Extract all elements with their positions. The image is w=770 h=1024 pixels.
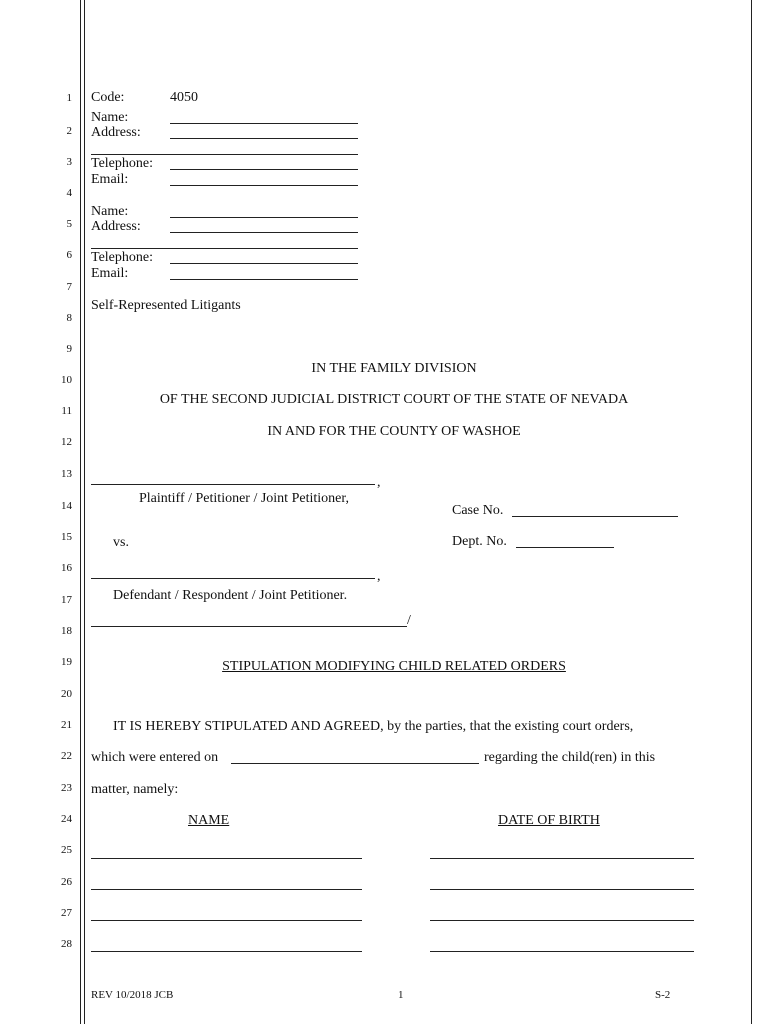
stipulation-paragraph: IT IS HEREBY STIPULATED AND AGREED, by the parties, that the existing court orders, xyxy=(113,719,634,734)
line-number: 18 xyxy=(61,625,72,637)
telephone-label-2: Telephone: xyxy=(91,250,153,265)
line-number: 22 xyxy=(61,750,72,762)
entered-on-text: which were entered on xyxy=(91,750,219,765)
address-label-1: Address: xyxy=(91,125,141,140)
email-field-2[interactable] xyxy=(170,279,358,280)
telephone-field-2[interactable] xyxy=(170,263,358,264)
line-number: 11 xyxy=(61,405,72,417)
defendant-name-field[interactable] xyxy=(91,578,375,579)
line-number: 13 xyxy=(61,468,72,480)
name-field-2[interactable] xyxy=(170,217,358,218)
child-name-field-2[interactable] xyxy=(91,889,362,890)
line-number: 10 xyxy=(61,374,72,386)
caption-closing-line xyxy=(91,626,407,627)
line-number: 5 xyxy=(66,218,72,230)
dept-no-label: Dept. No. xyxy=(452,534,507,549)
code-value: 4050 xyxy=(170,90,198,105)
line-number: 26 xyxy=(61,876,72,888)
name-column-header: NAME xyxy=(188,813,230,828)
child-name-field-3[interactable] xyxy=(91,920,362,921)
line-number: 9 xyxy=(66,343,72,355)
code-label: Code: xyxy=(91,90,125,105)
self-represented-label: Self-Represented Litigants xyxy=(91,298,241,313)
line-number: 4 xyxy=(66,187,72,199)
case-no-field[interactable] xyxy=(512,516,678,517)
child-dob-field-2[interactable] xyxy=(430,889,694,890)
margin-rule-inner xyxy=(84,0,85,1024)
line-number: 21 xyxy=(61,719,72,731)
line-number: 27 xyxy=(61,907,72,919)
footer-revision: REV 10/2018 JCB xyxy=(91,989,174,1001)
court-heading-2: OF THE SECOND JUDICIAL DISTRICT COURT OF THE STATE OF NEVADA xyxy=(159,392,629,407)
margin-rule-left xyxy=(80,0,81,1024)
line-number: 16 xyxy=(61,562,72,574)
child-dob-field-1[interactable] xyxy=(430,858,694,859)
footer-page-number: 1 xyxy=(398,989,404,1001)
line-number: 7 xyxy=(66,281,72,293)
court-heading-3: IN AND FOR THE COUNTY OF WASHOE xyxy=(267,424,521,439)
matter-namely-text: matter, namely: xyxy=(91,782,179,797)
email-field-1[interactable] xyxy=(170,185,358,186)
plaintiff-comma: , xyxy=(377,475,381,490)
line-number: 2 xyxy=(66,125,72,137)
line-number: 19 xyxy=(61,656,72,668)
line-number: 6 xyxy=(66,249,72,261)
line-number: 23 xyxy=(61,782,72,794)
defendant-comma: , xyxy=(377,569,381,584)
child-dob-field-4[interactable] xyxy=(430,951,694,952)
order-date-field[interactable] xyxy=(231,763,479,764)
line-number: 17 xyxy=(61,594,72,606)
line-number: 1 xyxy=(66,92,72,104)
case-no-label: Case No. xyxy=(452,503,504,518)
vs-label: vs. xyxy=(113,535,129,550)
name-field-1[interactable] xyxy=(170,123,358,124)
telephone-label-1: Telephone: xyxy=(91,156,153,171)
document-title: STIPULATION MODIFYING CHILD RELATED ORDERS xyxy=(222,659,566,674)
margin-rule-right xyxy=(751,0,752,1024)
dept-no-field[interactable] xyxy=(516,547,614,548)
telephone-field-1[interactable] xyxy=(170,169,358,170)
line-number: 25 xyxy=(61,844,72,856)
defendant-label: Defendant / Respondent / Joint Petitioner. xyxy=(113,588,348,603)
address-label-2: Address: xyxy=(91,219,141,234)
line-number: 3 xyxy=(66,156,72,168)
regarding-text: regarding the child(ren) in this xyxy=(484,750,656,765)
address-field-2-line2[interactable] xyxy=(91,248,358,249)
line-number: 14 xyxy=(61,500,72,512)
line-number: 28 xyxy=(61,938,72,950)
line-number: 15 xyxy=(61,531,72,543)
child-name-field-4[interactable] xyxy=(91,951,362,952)
line-number: 24 xyxy=(61,813,72,825)
email-label-1: Email: xyxy=(91,172,129,187)
plaintiff-name-field[interactable] xyxy=(91,484,375,485)
dob-column-header: DATE OF BIRTH xyxy=(498,813,600,828)
address-field-2[interactable] xyxy=(170,232,358,233)
name-label-1: Name: xyxy=(91,110,129,125)
line-number: 8 xyxy=(66,312,72,324)
address-field-1[interactable] xyxy=(170,138,358,139)
child-dob-field-3[interactable] xyxy=(430,920,694,921)
email-label-2: Email: xyxy=(91,266,129,281)
child-name-field-1[interactable] xyxy=(91,858,362,859)
line-number: 20 xyxy=(61,688,72,700)
line-number: 12 xyxy=(61,436,72,448)
caption-slash: / xyxy=(407,613,411,628)
footer-form-id: S-2 xyxy=(655,989,671,1001)
plaintiff-label: Plaintiff / Petitioner / Joint Petitioner, xyxy=(139,491,349,506)
name-label-2: Name: xyxy=(91,204,129,219)
court-heading-1: IN THE FAMILY DIVISION xyxy=(311,361,477,376)
address-field-1-line2[interactable] xyxy=(91,154,358,155)
